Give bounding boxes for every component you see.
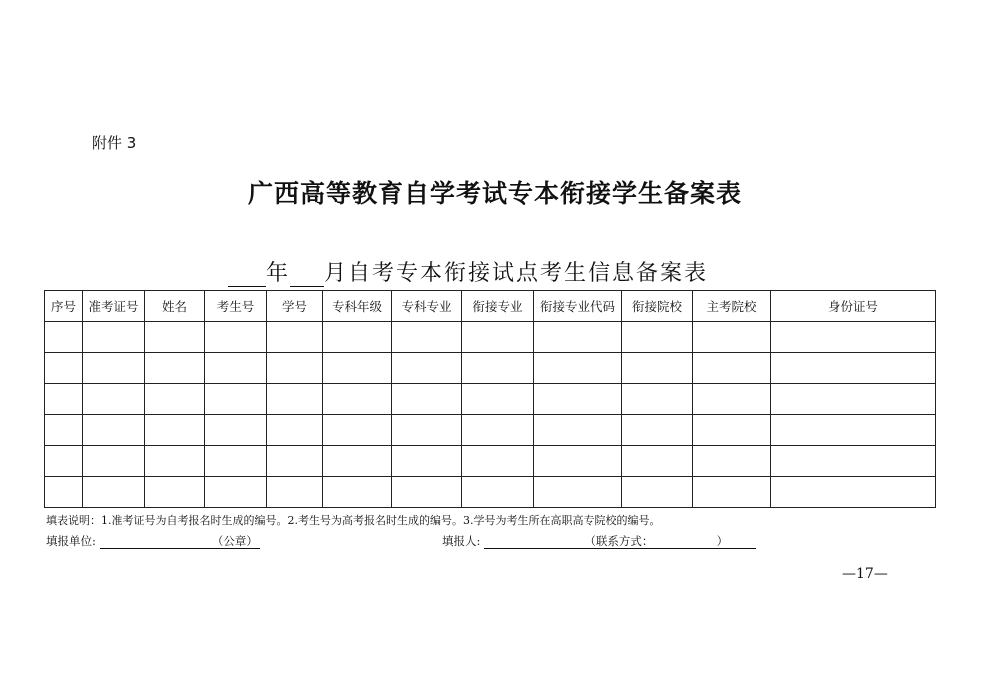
table-header-row xyxy=(45,291,936,322)
table-cell xyxy=(205,384,267,415)
table-cell xyxy=(392,384,462,415)
table-cell xyxy=(462,322,534,353)
table-cell xyxy=(323,415,392,446)
header-cell: 准考证号 xyxy=(83,291,145,322)
table-cell xyxy=(462,353,534,384)
table-cell xyxy=(392,415,462,446)
table-cell xyxy=(693,446,771,477)
table-cell xyxy=(534,322,622,353)
filler-line xyxy=(442,533,756,549)
table-cell xyxy=(145,384,205,415)
table-cell xyxy=(693,477,771,508)
table-cell xyxy=(45,322,83,353)
filler-label: 填报人: xyxy=(442,534,481,548)
table-cell xyxy=(693,384,771,415)
table-cell xyxy=(693,353,771,384)
header-cell: 身份证号 xyxy=(771,291,936,322)
table-cell xyxy=(45,415,83,446)
table-cell xyxy=(771,353,936,384)
contact-note: （联系方式： ） xyxy=(584,534,729,548)
table-cell xyxy=(323,446,392,477)
header-cell: 衔接专业 xyxy=(462,291,534,322)
table-cell xyxy=(392,477,462,508)
filling-instructions: 填表说明：1.准考证号为自考报名时生成的编号。2.考生号为高考报名时生成的编号。3.学号为考生所在高职高专院校的编号。 xyxy=(46,514,661,527)
table-cell xyxy=(267,353,323,384)
table-cell xyxy=(771,322,936,353)
month-blank xyxy=(290,264,324,287)
table-cell xyxy=(622,384,693,415)
table-cell xyxy=(622,353,693,384)
table-cell xyxy=(323,322,392,353)
table-cell xyxy=(462,384,534,415)
table-cell xyxy=(205,322,267,353)
header-cell: 考生号 xyxy=(205,291,267,322)
header-cell: 衔接院校 xyxy=(622,291,693,322)
table-cell xyxy=(534,384,622,415)
table-cell xyxy=(622,322,693,353)
table-cell xyxy=(771,384,936,415)
table-row xyxy=(45,415,936,446)
table-cell xyxy=(267,446,323,477)
table-cell xyxy=(622,415,693,446)
page-number: —17— xyxy=(842,566,888,582)
table-cell xyxy=(145,446,205,477)
table-cell xyxy=(534,353,622,384)
table-cell xyxy=(462,446,534,477)
filling-unit-line xyxy=(46,533,260,549)
filler-blank xyxy=(484,534,756,549)
table-row xyxy=(45,353,936,384)
seal-note: （公章） xyxy=(211,534,258,548)
header-cell: 学号 xyxy=(267,291,323,322)
table-cell xyxy=(205,446,267,477)
table-cell xyxy=(267,384,323,415)
table-cell xyxy=(771,446,936,477)
table-cell xyxy=(267,322,323,353)
table-subtitle xyxy=(228,256,708,287)
table-cell xyxy=(45,446,83,477)
table-row xyxy=(45,322,936,353)
table-cell xyxy=(205,477,267,508)
table-cell xyxy=(534,477,622,508)
year-blank xyxy=(228,264,266,287)
page-title: 广西高等教育自学考试专本衔接学生备案表 xyxy=(247,179,742,208)
table-cell xyxy=(622,446,693,477)
table-row xyxy=(45,384,936,415)
table-cell xyxy=(145,415,205,446)
header-cell: 序号 xyxy=(45,291,83,322)
table-cell xyxy=(323,477,392,508)
table-cell xyxy=(693,322,771,353)
table-cell xyxy=(267,477,323,508)
table-cell xyxy=(83,446,145,477)
table-cell xyxy=(622,477,693,508)
table-row xyxy=(45,477,936,508)
table-cell xyxy=(145,477,205,508)
table-cell xyxy=(462,477,534,508)
table-cell xyxy=(45,384,83,415)
table-cell xyxy=(83,415,145,446)
table-cell xyxy=(323,384,392,415)
table-cell xyxy=(83,384,145,415)
table-cell xyxy=(534,446,622,477)
table-cell xyxy=(83,353,145,384)
table-cell xyxy=(205,353,267,384)
header-cell: 专科年级 xyxy=(323,291,392,322)
annex-label: 附件 3 xyxy=(92,134,137,152)
record-table xyxy=(44,290,936,508)
subtitle-text: 月自考专本衔接试点考生信息备案表 xyxy=(324,261,709,286)
filling-unit-blank xyxy=(100,534,260,549)
table-cell xyxy=(145,353,205,384)
table-cell xyxy=(771,477,936,508)
table-cell xyxy=(462,415,534,446)
table-cell xyxy=(693,415,771,446)
year-unit: 年 xyxy=(266,261,291,286)
table-cell xyxy=(205,415,267,446)
table-cell xyxy=(392,353,462,384)
table-cell xyxy=(771,415,936,446)
table-cell xyxy=(392,322,462,353)
filling-unit-label: 填报单位: xyxy=(46,534,96,548)
table-row xyxy=(45,446,936,477)
table-cell xyxy=(45,477,83,508)
table-cell xyxy=(534,415,622,446)
table-cell xyxy=(45,353,83,384)
header-cell: 专科专业 xyxy=(392,291,462,322)
header-cell: 姓名 xyxy=(145,291,205,322)
header-cell: 主考院校 xyxy=(693,291,771,322)
table-cell xyxy=(145,322,205,353)
table-cell xyxy=(267,415,323,446)
header-cell: 衔接专业代码 xyxy=(534,291,622,322)
table-cell xyxy=(83,322,145,353)
table-cell xyxy=(392,446,462,477)
table-cell xyxy=(83,477,145,508)
table-body xyxy=(45,322,936,508)
table-cell xyxy=(323,353,392,384)
